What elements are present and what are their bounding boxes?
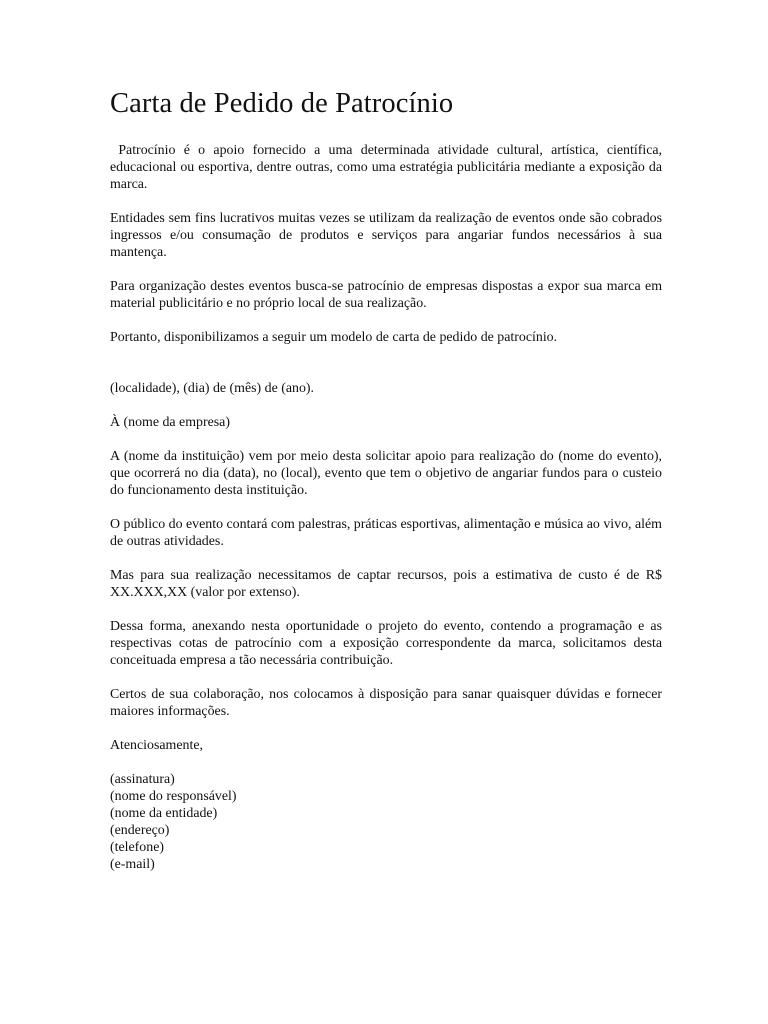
intro-paragraph: Patrocínio é o apoio fornecido a uma determinada atividade cultural, artística, científica, educacional ou esportiva, dentre outras, como uma estratégia publicitária mediante a exposição da marca. xyxy=(110,143,666,192)
letter-date-line: (localidade), (dia) de (mês) de (ano). xyxy=(110,381,315,396)
document-title: Carta de Pedido de Patrocínio xyxy=(110,88,454,119)
intro-paragraph: Para organização destes eventos busca-se patrocínio de empresas dispostas a expor sua marca em material publicitário e no próprio local de sua realização. xyxy=(110,279,666,311)
signature-line: (e-mail) xyxy=(110,857,155,872)
intro-paragraph: Portanto, disponibilizamos a seguir um modelo de carta de pedido de patrocínio. xyxy=(110,330,558,345)
signature-line: (nome do responsável) xyxy=(110,789,237,804)
letter-body-paragraph: A (nome da instituição) vem por meio desta solicitar apoio para realização do (nome do evento), que ocorrerá no dia (data), no (local), evento que tem o objetivo de angariar fundos para o custeio do funcionamento desta instituição. xyxy=(110,449,666,498)
signature-line: (nome da entidade) xyxy=(110,806,218,821)
letter-recipient: À (nome da empresa) xyxy=(110,415,230,430)
intro-paragraph: Entidades sem fins lucrativos muitas vezes se utilizam da realização de eventos onde são cobrados ingressos e/ou consumação de produtos e serviços para angariar fundos necessários à sua mantença. xyxy=(110,211,666,260)
letter-closing: Atenciosamente, xyxy=(110,738,203,753)
signature-line: (assinatura) xyxy=(110,772,175,787)
letter-body-paragraph: Mas para sua realização necessitamos de captar recursos, pois a estimativa de custo é de R$ XX.XXX,XX (valor por extenso). xyxy=(110,568,666,600)
document-content xyxy=(110,86,666,873)
letter-body-paragraph: Dessa forma, anexando nesta oportunidade o projeto do evento, contendo a programação e as respectivas cotas de patrocínio com a exposição correspondente da marca, solicitamos desta conceituada empresa a tão necessária contribuição. xyxy=(110,619,666,668)
signature-line: (telefone) xyxy=(110,840,164,855)
letter-body-paragraph: O público do evento contará com palestras, práticas esportivas, alimentação e música ao vivo, além de outras atividades. xyxy=(110,517,666,549)
signature-block xyxy=(110,771,662,873)
signature-line: (endereço) xyxy=(110,823,170,838)
letter-body-paragraph: Certos de sua colaboração, nos colocamos à disposição para sanar quaisquer dúvidas e fornecer maiores informações. xyxy=(110,687,666,719)
